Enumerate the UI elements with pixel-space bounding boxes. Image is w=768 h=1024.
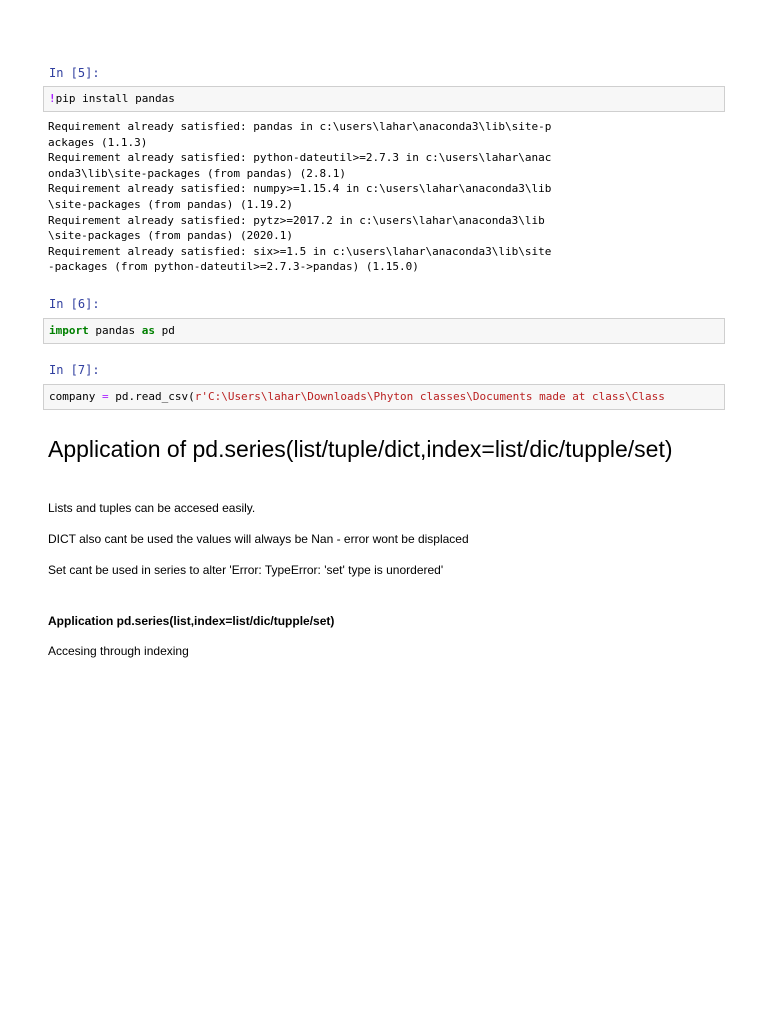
shell-bang: ! — [49, 92, 56, 105]
markdown-paragraph: Lists and tuples can be accesed easily. — [48, 501, 256, 515]
cell-5-prompt: In [5]: — [49, 66, 100, 80]
cell-6-prompt: In [6]: — [49, 297, 100, 311]
cell-5-code: pip install pandas — [55, 92, 175, 105]
operator-equals: = — [101, 390, 109, 403]
markdown-subheading: Application pd.series(list,index=list/dic/tupple/set) — [48, 614, 335, 628]
code-text: pandas — [88, 324, 142, 337]
markdown-paragraph: DICT also cant be used the values will always be Nan - error wont be displaced — [48, 532, 469, 546]
output-line: Requirement already satisfied: pandas in c:\users\lahar\anaconda3\lib\site-p — [48, 120, 552, 133]
keyword-import: import — [49, 324, 89, 337]
markdown-paragraph: Accesing through indexing — [48, 644, 189, 658]
output-line: -packages (from python-dateutil>=2.7.3->pandas) (1.15.0) — [48, 260, 419, 274]
markdown-heading: Application of pd.series(list/tuple/dict,index=list/dic/tupple/set) — [48, 436, 673, 462]
output-line: \site-packages (from pandas) (2020.1) — [48, 229, 294, 243]
cell-7-input[interactable] — [43, 384, 725, 410]
output-line: Requirement already satisfied: python-dateutil>=2.7.3 in c:\users\lahar\anac — [48, 151, 552, 165]
markdown-paragraph: Set cant be used in series to alter 'Error: TypeError: 'set' type is unordered' — [48, 563, 444, 577]
output-line: Requirement already satisfied: six>=1.5 in c:\users\lahar\anaconda3\lib\site — [48, 244, 552, 258]
code-text: pd.read_csv( — [108, 390, 195, 403]
output-line: Requirement already satisfied: pytz>=2017.2 in c:\users\lahar\anaconda3\lib — [48, 213, 545, 227]
output-line: ackages (1.1.3) — [48, 135, 148, 149]
output-line: Requirement already satisfied: numpy>=1.15.4 in c:\users\lahar\anaconda3\lib — [48, 182, 552, 196]
cell-6-input[interactable] — [43, 318, 725, 344]
code-string: r'C:\Users\lahar\Downloads\Phyton classes\Documents made at class\Class — [194, 390, 665, 403]
cell-7-prompt: In [7]: — [49, 363, 100, 377]
output-line: \site-packages (from pandas) (1.19.2) — [48, 197, 294, 211]
keyword-as: as — [141, 324, 155, 337]
cell-5-input[interactable] — [43, 86, 725, 112]
code-text: pd — [154, 324, 175, 337]
cell-5-output — [48, 119, 551, 275]
code-text: company — [49, 390, 102, 403]
output-line: onda3\lib\site-packages (from pandas) (2.8.1) — [48, 166, 347, 180]
